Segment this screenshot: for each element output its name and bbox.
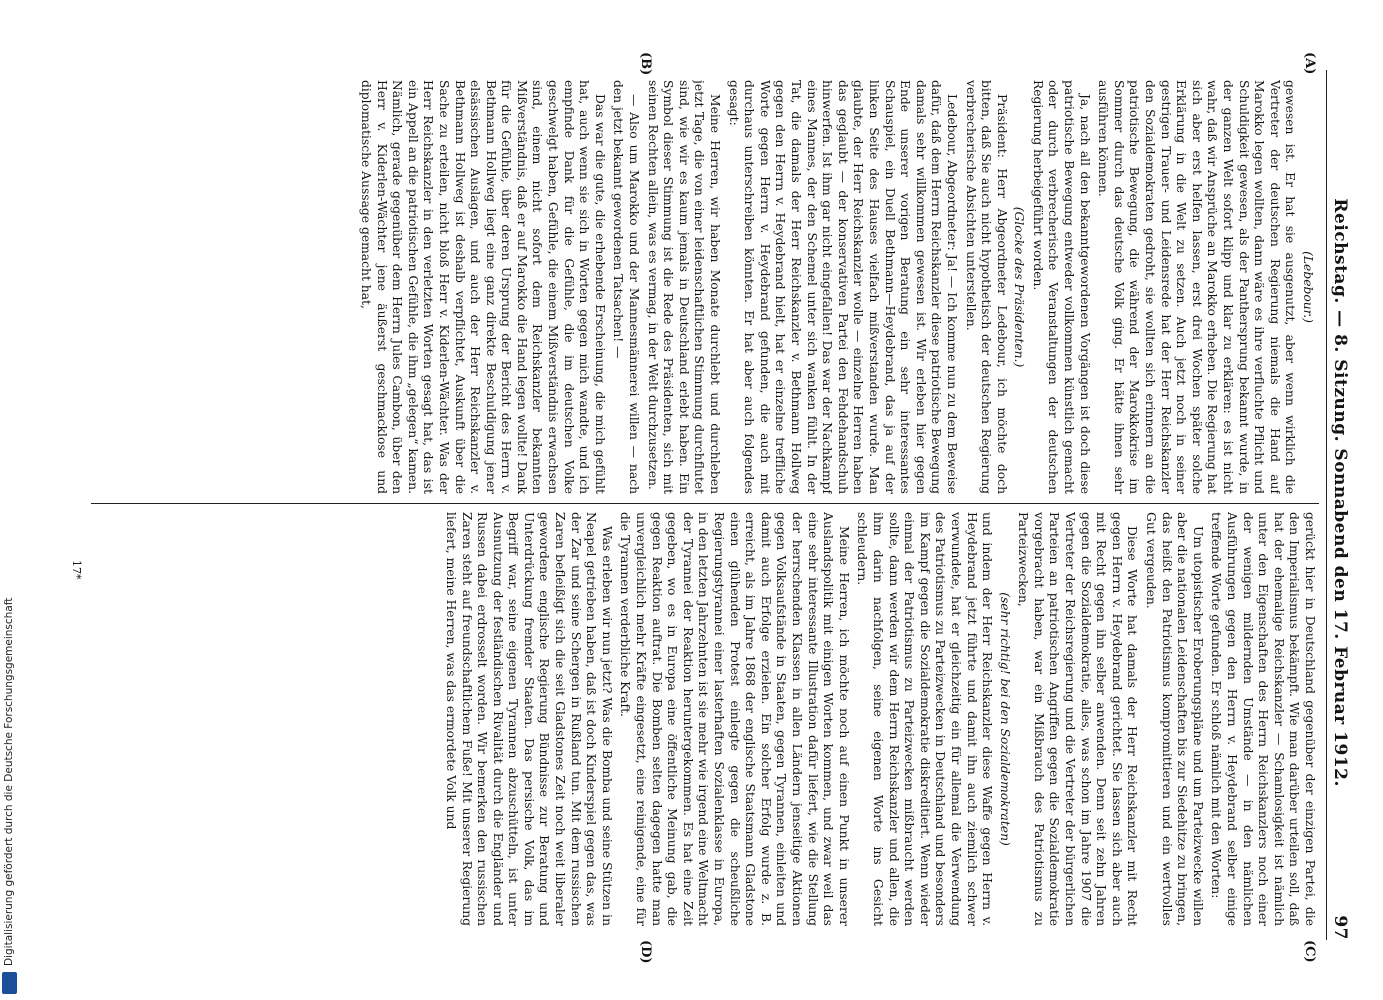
paragraph: Ledebour, Abgeordneter: Ja! — Ich komme nun zu dem Beweise dafür, daß dem Herrn Reichskanzler diese patriotische Bewegung damals sehr willkommen gewesen ist. Wir erleben hier gegen Ende unserer vorigen Beratung ein sehr interessantes Schauspiel, ein Duell Bethmann—Heydebrand, das ja auf der linken Seite des Hauses vielfach mißverstanden wurde. Man glaubte, der Herr Reichskanzler wolle — einzelne Herren haben das geglaubt — der konservativen Partei den Fehdehandschuh hinwerfen. Ist ihm gar nicht eingefallen! Das war der Nachkampf eines Mannes, der den Schemel unter sich wanken fühlt. In der Tat, die damals der Herr Reichskanzler v. Bethmann Hollweg gegen den Herrn v. Heydebrand hielt, hat er einzelne treffliche Worte gegen Herrn v. Heydebrand gefunden, die auch mit durchaus unterschreiben könnten. Er hat aber auch folgendes gesagt: bbox=[726, 80, 959, 494]
page-header bbox=[1326, 70, 1353, 940]
quotation: Meine Herren, wir haben Monate durchlebt und durchleben jetzt Tage, die von einer leidenschaftlichen Stimmung durchflutet sind, wie wir es kaum jemals in Deutschland erlebt haben. Ein Symbol dieser Stimmung ist die Rede des Präsidenten, sich mit seinen Rechten allein, was es vermag, in der Welt durchzusetzen. bbox=[645, 80, 723, 494]
margin-marker-c: (C) bbox=[1302, 940, 1317, 963]
dfg-logo-icon bbox=[2, 972, 17, 994]
paragraph: Meine Herren, ich möchte noch auf einen Punkt in unserer Auslandspolitik mit einigen Worten kommen, und zwar weil das eine sehr interessante Illustration dafür liefert, wie die Stellung der herrschenden Klassen in allen Ländern jenseitige Aktionen gegen Volksaufstände in Staaten, gegen Tyrannen, einleiten und damit auch Erfolge erzielen. Ein solcher Erfolg wurde z. B. erreicht, als im Jahre 1868 der englische Staatsmann Gladstone einen glühenden Protest einlegte gegen die scheußliche Regierungstyrannei einer lasterhaften Sozialenklasse in Europa, in den letzten Jahrzehnten ist sie mehr wie irgend eine Weltmacht der Tyrannei der Reaktion heruntergekommen. Es hat eine Zeit gegeben, wo es in Europa eine öffentliche Meinung gab, die gegen Reaktion auftrat. Die Bomben selten dagegen hatte man unvergleichlich mehr Kräfte eingesetzt, eine reinigende, eine für die Tyrannen verderbliche Kraft. bbox=[618, 512, 851, 926]
quotation: Um utopistischer Eroberungspläne und um Parteizwecke willen aber die nationalen Leidenschaften bis zur Siedehitze zu bringen, das heißt den Patriotismus kompromittieren und ein wertvolles Gut vergeuden. bbox=[1144, 512, 1205, 926]
paragraph: — Also um Marokko und der Mannesmännerei willen — nach den jetzt bekannt gewordenen Tatsachen! — bbox=[611, 80, 642, 494]
speaker-note: (Lebebour.) bbox=[1301, 251, 1315, 323]
header-title: Reichstag. — 8. Sitzung. Sonnabend den 17. Februar 1912. bbox=[1330, 198, 1350, 787]
margin-marker-b: (B) bbox=[638, 52, 653, 76]
paragraph: gewesen ist. Er hat sie ausgenutzt, aber wenn wirklich die Vertreter der deutschen Regierung niemals die Hand auf Marokko legen wollten, dann wäre es ihre verfluchte Pflicht und Schuldigkeit gewesen, als der Panthersprung bekannt wurde, in der ganzen Welt sofort klipp und klar zu erklären: es ist nicht wahr, daß wir Ansprüche an Marokko erheben. Die Regierung hat sich aber erst helfen lassen, erst drei Wochen später solche Erklärung in die Welt zu setzen. Auch jetzt noch in seiner gestrigen Trauer- und Leidensrede hat der Herr Reichskanzler den Sozialdemokraten gedroht, sie wollten sich erinnern an die patriotische Bewegung, die während der Marokkokrise im Sommer durch das deutsche Volk ging. Er hätte ihnen sehr ausführen können. bbox=[1096, 80, 1298, 494]
paragraph: Diese Worte hat damals der Herr Reichskanzler mit Recht gegen Herrn v. Heydebrand gerichtet. Sie lassen sich aber auch mit Recht gegen ihn selber anwenden. Denn seit zehn Jahren gegen die Sozialdemokratie, alles, was schon im Jahre 1907 die Vertreter der Reichsregierung und die Vertreter der bürgerlichen Parteien an patriotischen Angriffen gegen die Sozialdemokratie vorgebracht haben, war ein Mißbrauch des Patriotismus zu Parteizwecken, bbox=[1016, 512, 1140, 926]
margin-marker-a: (A) bbox=[1302, 52, 1317, 75]
digitization-stamp bbox=[0, 0, 20, 1000]
left-column bbox=[102, 80, 1317, 494]
stage-direction: (Glocke des Präsidenten.) bbox=[1012, 206, 1027, 368]
right-column bbox=[102, 512, 1317, 926]
margin-marker-d: (D) bbox=[638, 940, 653, 964]
paragraph: Was erleben wir nun jetzt? Was die Bomba und seine Stützen in Neapel getrieben haben, daß ist doch Kinderspiel gegen das, was der Zar und seine Schergen in Rußland tun. Mit dem russischen Zaren befleißigt sich die seit Gladstones Zeit noch weit liberaler gewordene englische Regierung Bündnisse zur Beratung und Unterdrückung fremder Staaten. Das persische Volk, das im Begriff war, seine eigenen Tyrannen abzuschütteln, ist unter Ausnutzung der festländischen Rivalität durch die Engländer und Russen dabei erdrosselt worden. Wir bemerken den russischen Zaren steht auf freundschaftlichem Fuße! Mit unserer Regierung liefert, meine Herren, was das ermordete Volk und bbox=[443, 512, 614, 926]
column-divider bbox=[91, 503, 1319, 504]
paragraph: und indem der Herr Reichskanzler diese Waffe gegen Herrn v. Heydebrand jetzt führte und damit ihn auch ziemlich schwer verwundete, hat er gleichzeitig ein für allemal die Verwendung des Patriotismus zu Parteizwecken in Deutschland und besonders im Kampf gegen die Sozialdemokratie diskreditiert. Wenn wieder einmal der Patriotismus zu Parteizwecken mißbraucht werden sollte, dann werden wir dem Herrn Reichskanzler und allen, die ihm darin nachfolgen, seine eigenen Worte ins Gesicht schleudern. bbox=[855, 512, 995, 926]
signature-mark: 17* bbox=[70, 560, 83, 580]
funding-note: Digitalisierung gefördert durch die Deutsche Forschungsgemeinschaft bbox=[3, 597, 15, 966]
paragraph: Ja, nach all den bekanntgewordenen Vorgängen ist doch diese patriotische Bewegung entweder vollkommen künstlich gemacht oder durch verbrecherische Veranstaltungen der deutschen Regierung herbeigeführt worden. bbox=[1030, 80, 1092, 494]
page-number: 97 bbox=[1330, 915, 1350, 940]
paragraph: Präsident: Herr Abgeordneter Ledebour, ich möchte doch bitten, daß Sie auch nicht hypothetisch der deutschen Regierung verbrecherische Absichten unterstellen. bbox=[963, 80, 1009, 494]
paragraph: Das war die gute, die erhebende Erscheinung, die mich gefühlt hat, auch wenn sie sich in Worten gegen mich wandte, und ich empfinde Dank für die Gefühle, die im deutschen Volke geschwelgt haben, Gefühle, die einem Mißverständnis erwachsen sind, einem nicht sofort dem Reichskanzler bekannten Mißverständnis, daß er auf Marokko die Hand legen wollte! Dank für die Gefühle, über deren Ursprung der Bericht des Herrn v. Bethmann Hollweg liegt eine ganz direkte Beschuldigung jener elsässischen Auslagen, und auch der Herr Reichskanzler v. Bethmann Hollweg ist deshalb verpflichtet, Auskunft über die Sache zu erteilen, nicht bloß Herr v. Kiderlen-Wächter. Was der Herr Reichskanzler in den verletzten Worten gesagt hat, das ist ein Appell an die patriotischen Gefühle, die ihm „gelegen“ kamen. Nämlich, gerade gegenüber dem Herrn Jules Cambon, über den Herr v. Kiderlen-Wächter jene äußerst geschmacklose und diplomatische Aussage gemacht hat, bbox=[358, 80, 607, 494]
stage-direction: (sehr richtig! bei den Sozialdemokraten) bbox=[997, 592, 1012, 846]
paragraph: gerückt hier in Deutschland gegenüber der einzigen Partei, die den Imperialismus bekämpft. Wie man darüber urteilen soll, daß hat der ehemalige Reichskanzler — Schamlosigkeit ist nämlich unter den Eigenschaften des Herrn Reichskanzlers noch einer der wenigen mildernden Umstände — in den nämlichen Ausführungen gegen den Herrn v. Heydebrand selber einige treffende Worte gefunden. Er schloß nämlich mit den Worten: bbox=[1209, 512, 1317, 926]
